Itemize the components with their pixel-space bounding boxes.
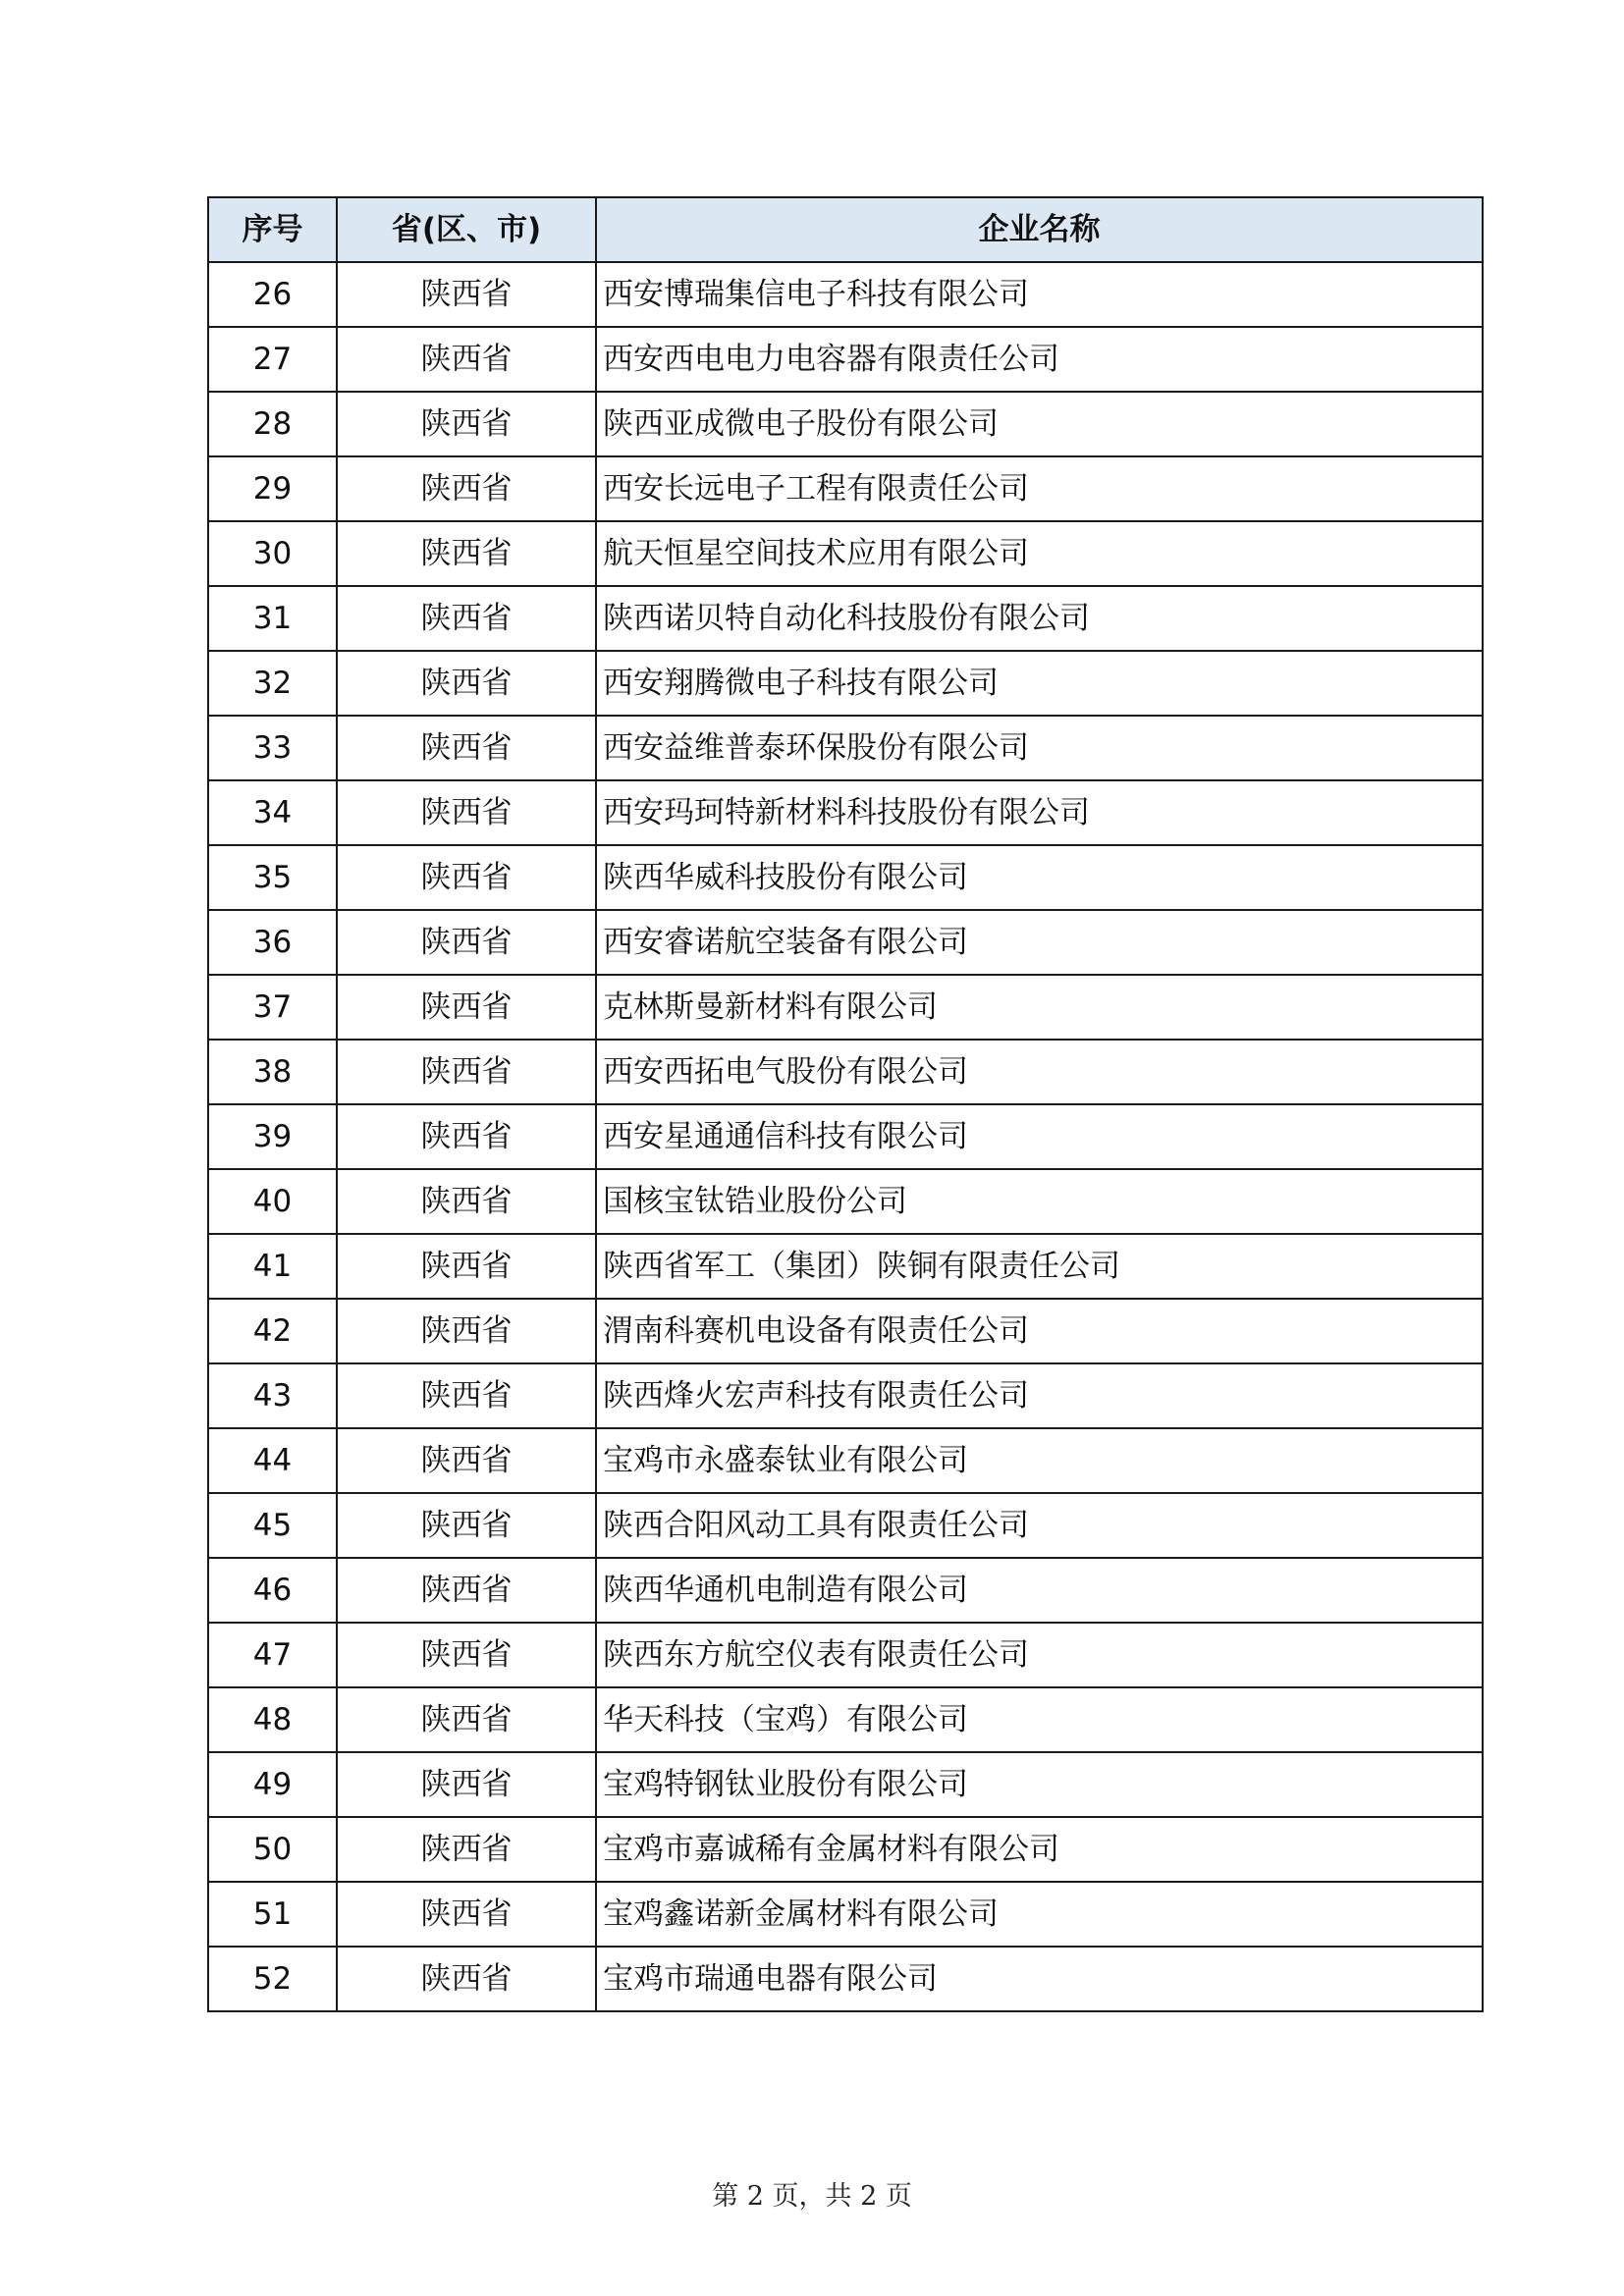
row-company-name: 陕西亚成微电子股份有限公司 (596, 392, 1483, 456)
row-number: 37 (208, 975, 337, 1040)
page-footer: 第 2 页，共 2 页 (712, 2181, 912, 2212)
row-number: 35 (208, 845, 337, 910)
row-province: 陕西省 (337, 392, 596, 456)
table-row (208, 392, 1483, 456)
table-row (208, 1104, 1483, 1169)
row-province: 陕西省 (337, 586, 596, 651)
row-number: 46 (208, 1558, 337, 1623)
row-number: 34 (208, 780, 337, 845)
row-province: 陕西省 (337, 716, 596, 780)
row-company-name: 国核宝钛锆业股份公司 (596, 1169, 1483, 1234)
row-company-name: 陕西烽火宏声科技有限责任公司 (596, 1363, 1483, 1428)
row-province: 陕西省 (337, 1363, 596, 1428)
row-province: 陕西省 (337, 910, 596, 975)
table-row (208, 1299, 1483, 1363)
row-company-name: 陕西东方航空仪表有限责任公司 (596, 1623, 1483, 1687)
table-row (208, 1234, 1483, 1299)
table-body (208, 262, 1483, 2011)
row-number: 30 (208, 521, 337, 586)
row-number: 27 (208, 327, 337, 392)
row-number: 50 (208, 1817, 337, 1882)
header-company: 企业名称 (596, 197, 1483, 262)
table-row (208, 1687, 1483, 1752)
row-province: 陕西省 (337, 1947, 596, 2011)
row-province: 陕西省 (337, 845, 596, 910)
header-province: 省(区、市) (337, 197, 596, 262)
row-company-name: 航天恒星空间技术应用有限公司 (596, 521, 1483, 586)
row-company-name: 宝鸡市嘉诚稀有金属材料有限公司 (596, 1817, 1483, 1882)
table-row (208, 1428, 1483, 1493)
row-company-name: 陕西华通机电制造有限公司 (596, 1558, 1483, 1623)
row-company-name: 陕西省军工（集团）陕铜有限责任公司 (596, 1234, 1483, 1299)
row-province: 陕西省 (337, 456, 596, 521)
row-number: 39 (208, 1104, 337, 1169)
row-province: 陕西省 (337, 1104, 596, 1169)
row-company-name: 西安长远电子工程有限责任公司 (596, 456, 1483, 521)
row-company-name: 西安星通通信科技有限公司 (596, 1104, 1483, 1169)
table-row (208, 262, 1483, 327)
row-company-name: 宝鸡特钢钛业股份有限公司 (596, 1752, 1483, 1817)
row-number: 29 (208, 456, 337, 521)
row-number: 42 (208, 1299, 337, 1363)
table-row (208, 1493, 1483, 1558)
table-row (208, 1752, 1483, 1817)
table-row (208, 1558, 1483, 1623)
row-company-name: 宝鸡鑫诺新金属材料有限公司 (596, 1882, 1483, 1947)
row-number: 43 (208, 1363, 337, 1428)
row-company-name: 西安玛珂特新材料科技股份有限公司 (596, 780, 1483, 845)
row-province: 陕西省 (337, 1558, 596, 1623)
row-number: 51 (208, 1882, 337, 1947)
row-company-name: 陕西华威科技股份有限公司 (596, 845, 1483, 910)
row-number: 36 (208, 910, 337, 975)
row-company-name: 克林斯曼新材料有限公司 (596, 975, 1483, 1040)
row-number: 44 (208, 1428, 337, 1493)
table-row (208, 1882, 1483, 1947)
table-row (208, 845, 1483, 910)
row-company-name: 西安西拓电气股份有限公司 (596, 1040, 1483, 1104)
row-number: 47 (208, 1623, 337, 1687)
row-province: 陕西省 (337, 780, 596, 845)
row-province: 陕西省 (337, 1882, 596, 1947)
table-row (208, 651, 1483, 716)
row-province: 陕西省 (337, 1687, 596, 1752)
row-number: 26 (208, 262, 337, 327)
row-number: 48 (208, 1687, 337, 1752)
row-number: 49 (208, 1752, 337, 1817)
row-company-name: 西安西电电力电容器有限责任公司 (596, 327, 1483, 392)
row-province: 陕西省 (337, 1428, 596, 1493)
row-number: 38 (208, 1040, 337, 1104)
table-row (208, 975, 1483, 1040)
row-province: 陕西省 (337, 1040, 596, 1104)
row-company-name: 西安博瑞集信电子科技有限公司 (596, 262, 1483, 327)
row-number: 45 (208, 1493, 337, 1558)
row-province: 陕西省 (337, 651, 596, 716)
header-no: 序号 (208, 197, 337, 262)
table-row (208, 1623, 1483, 1687)
table-row (208, 1169, 1483, 1234)
table-row (208, 1040, 1483, 1104)
table-row (208, 456, 1483, 521)
company-table (207, 196, 1484, 2012)
row-company-name: 西安翔腾微电子科技有限公司 (596, 651, 1483, 716)
table-row (208, 910, 1483, 975)
row-province: 陕西省 (337, 1752, 596, 1817)
row-company-name: 陕西诺贝特自动化科技股份有限公司 (596, 586, 1483, 651)
row-province: 陕西省 (337, 975, 596, 1040)
table-row (208, 716, 1483, 780)
row-company-name: 陕西合阳风动工具有限责任公司 (596, 1493, 1483, 1558)
row-province: 陕西省 (337, 1299, 596, 1363)
row-province: 陕西省 (337, 1169, 596, 1234)
table-row (208, 1363, 1483, 1428)
table-row (208, 327, 1483, 392)
row-number: 28 (208, 392, 337, 456)
row-province: 陕西省 (337, 327, 596, 392)
row-number: 32 (208, 651, 337, 716)
row-company-name: 华天科技（宝鸡）有限公司 (596, 1687, 1483, 1752)
row-number: 41 (208, 1234, 337, 1299)
row-company-name: 宝鸡市瑞通电器有限公司 (596, 1947, 1483, 2011)
row-province: 陕西省 (337, 521, 596, 586)
row-number: 40 (208, 1169, 337, 1234)
row-number: 31 (208, 586, 337, 651)
table-header-row (208, 197, 1483, 262)
row-province: 陕西省 (337, 1623, 596, 1687)
row-company-name: 渭南科赛机电设备有限责任公司 (596, 1299, 1483, 1363)
row-province: 陕西省 (337, 1493, 596, 1558)
row-company-name: 西安睿诺航空装备有限公司 (596, 910, 1483, 975)
table-row (208, 1817, 1483, 1882)
table-row (208, 521, 1483, 586)
row-company-name: 西安益维普泰环保股份有限公司 (596, 716, 1483, 780)
table-row (208, 1947, 1483, 2011)
row-province: 陕西省 (337, 1817, 596, 1882)
row-number: 52 (208, 1947, 337, 2011)
table-row (208, 586, 1483, 651)
row-number: 33 (208, 716, 337, 780)
row-company-name: 宝鸡市永盛泰钛业有限公司 (596, 1428, 1483, 1493)
table-row (208, 780, 1483, 845)
row-province: 陕西省 (337, 1234, 596, 1299)
row-province: 陕西省 (337, 262, 596, 327)
